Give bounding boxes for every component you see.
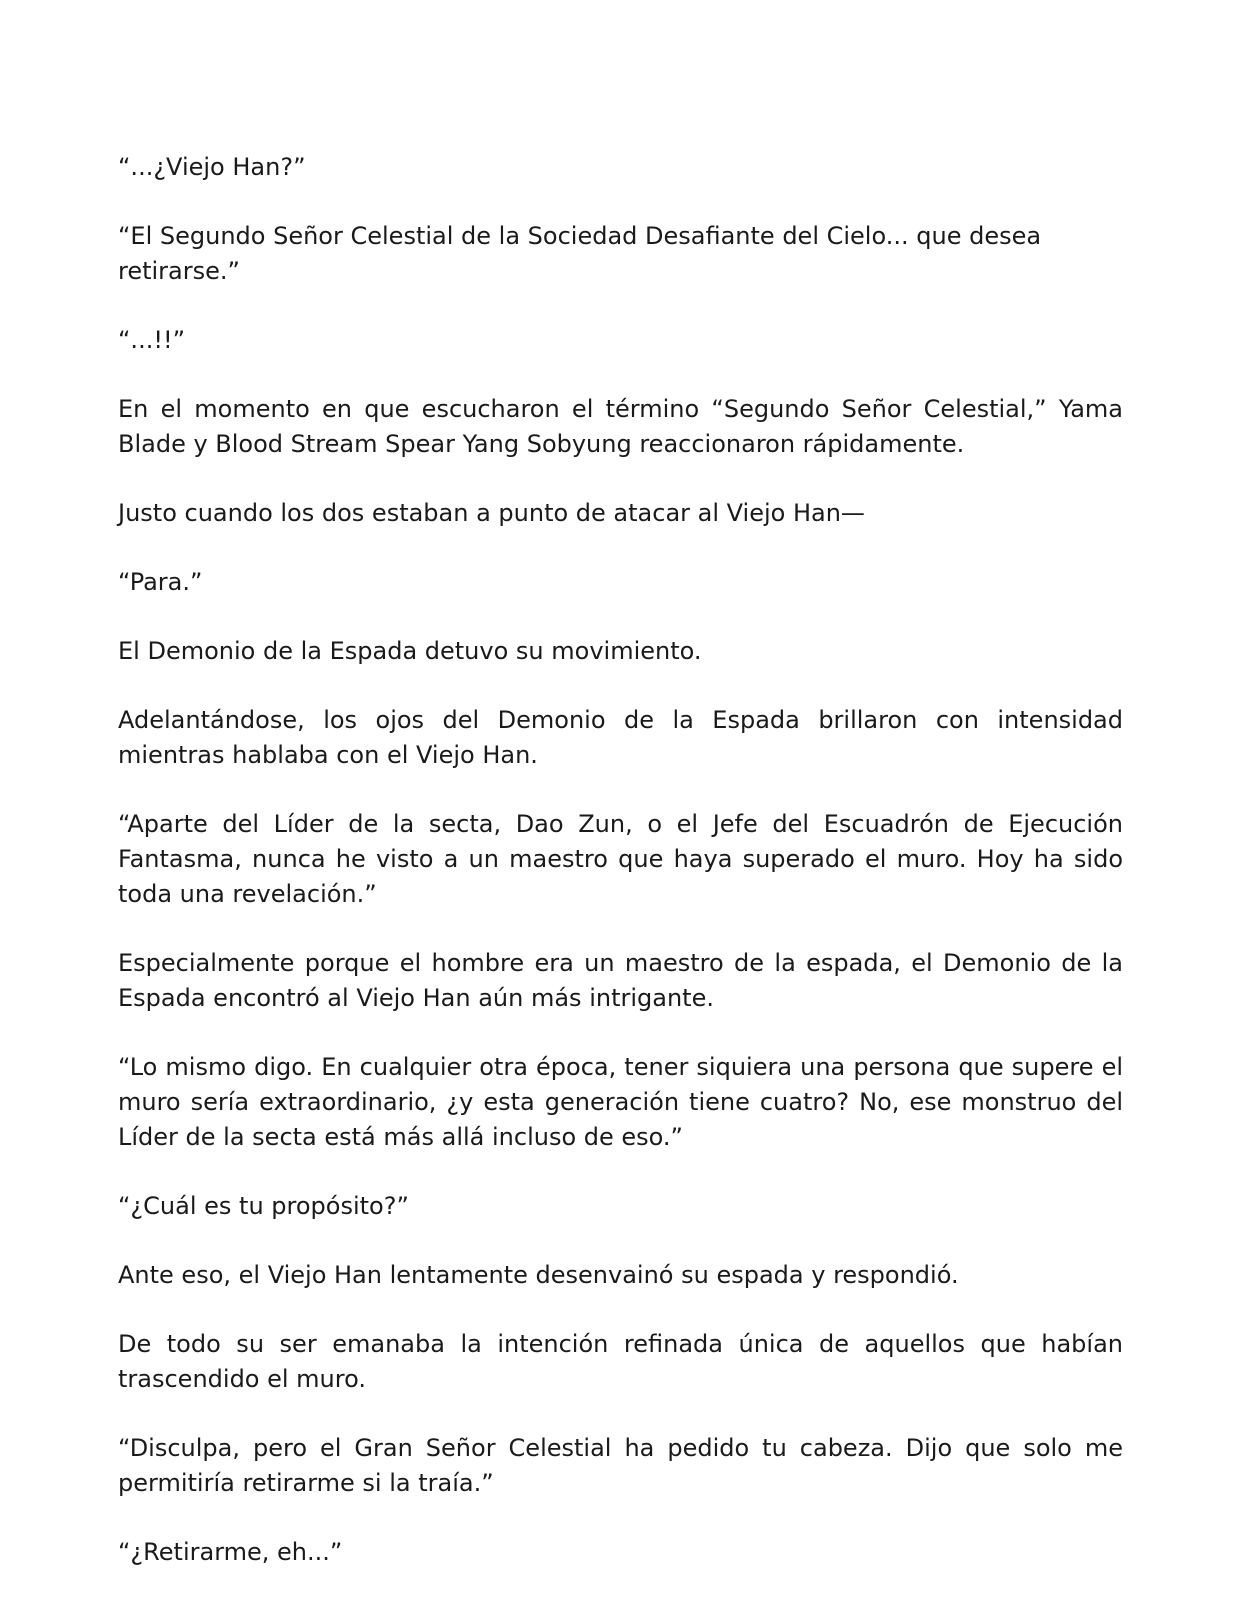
paragraph: Ante eso, el Viejo Han lentamente desenvainó su espada y respondió.	[118, 1261, 959, 1289]
paragraph: “Aparte del Líder de la secta, Dao Zun, o el Jefe del Escuadrón de Ejecución Fantasma, nunca he visto a un maestro que haya superado el muro. Hoy ha sido toda una revelación.”	[118, 810, 1123, 908]
paragraph: “¿Retirarme, eh...”	[118, 1538, 343, 1566]
paragraph: De todo su ser emanaba la intención refinada única de aquellos que habían trascendido el muro.	[118, 1330, 1123, 1393]
paragraph: El Demonio de la Espada detuvo su movimiento.	[118, 637, 702, 665]
paragraph: En el momento en que escucharon el término “Segundo Señor Celestial,” Yama Blade y Blood Stream Spear Yang Sobyung reaccionaron rápidamente.	[118, 395, 1123, 458]
paragraph: “El Segundo Señor Celestial de la Sociedad Desafiante del Cielo... que desea retirarse.”	[118, 222, 1042, 285]
paragraph: “Lo mismo digo. En cualquier otra época, tener siquiera una persona que supere el muro sería extraordinario, ¿y esta generación tiene cuatro? No, ese monstruo del Líder de la secta está más allá incluso de eso.”	[118, 1053, 1123, 1151]
paragraph: Adelantándose, los ojos del Demonio de la Espada brillaron con intensidad mientras hablaba con el Viejo Han.	[118, 706, 1123, 769]
paragraph: “...¿Viejo Han?”	[118, 153, 306, 181]
paragraph: “Disculpa, pero el Gran Señor Celestial ha pedido tu cabeza. Dijo que solo me permitiría retirarme si la traía.”	[118, 1434, 1123, 1497]
document-body	[118, 150, 1123, 1604]
paragraph: Justo cuando los dos estaban a punto de atacar al Viejo Han—	[118, 499, 865, 527]
paragraph: “Para.”	[118, 568, 203, 596]
paragraph: “...!!”	[118, 326, 185, 354]
paragraph: Especialmente porque el hombre era un maestro de la espada, el Demonio de la Espada encontró al Viejo Han aún más intrigante.	[118, 949, 1123, 1012]
paragraph: “¿Cuál es tu propósito?”	[118, 1192, 409, 1220]
